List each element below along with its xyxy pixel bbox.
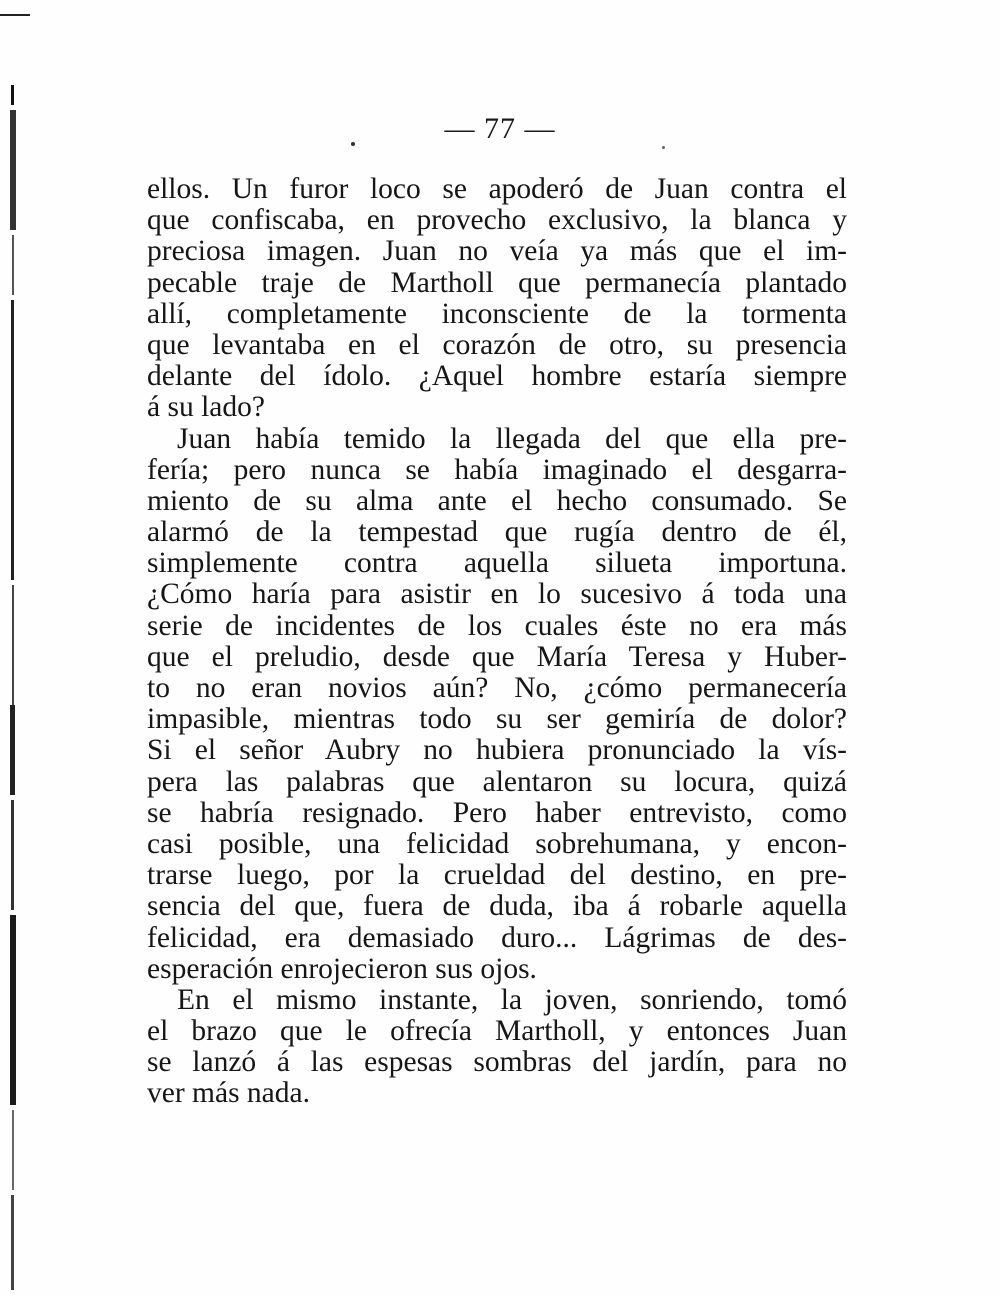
text-line: el brazo que le ofrecía Martholl, y entonces Juan	[147, 1015, 847, 1048]
text-line: ver más nada.	[147, 1077, 310, 1110]
text-line: felicidad, era demasiado duro... Lágrimas de des-	[147, 921, 847, 954]
binding-shadow	[6, 85, 20, 1290]
text-line: se lanzó á las espesas sombras del jardín, para no	[147, 1046, 847, 1079]
text-line: ellos. Un furor loco se apoderó de Juan contra el	[147, 173, 847, 205]
text-line: trarse luego, por la crueldad del destino, en pre-	[147, 859, 847, 892]
text-line: Juan había temido la llegada del que ella pre-	[177, 422, 847, 455]
text-line: En el mismo instante, la joven, sonriendo, tomó	[177, 983, 847, 1016]
text-line: pecable traje de Martholl que permanecía plantado	[147, 266, 847, 299]
scan-corner-mark	[0, 14, 30, 16]
text-line: que el preludio, desde que María Teresa y Huber-	[147, 640, 847, 673]
text-line: ¿Cómo haría para asistir en lo sucesivo á toda una	[147, 578, 847, 611]
text-line: alarmó de la tempestad que rugía dentro de él,	[147, 516, 847, 549]
text-line: impasible, mientras todo su ser gemiría de dolor?	[147, 703, 847, 736]
text-line: que levantaba en el corazón de otro, su presencia	[147, 328, 847, 361]
text-line: delante del ídolo. ¿Aquel hombre estaría siempre	[147, 360, 847, 393]
text-line: pera las palabras que alentaron su locura, quizá	[147, 765, 847, 798]
paragraph-3	[147, 985, 847, 1110]
text-line: á su lado?	[147, 391, 265, 424]
text-line: simplemente contra aquella silueta importuna.	[147, 547, 847, 580]
stray-mark-right	[662, 146, 665, 149]
paragraph-2	[147, 424, 847, 985]
text-line: sencia del que, fuera de duda, iba á robarle aquella	[147, 890, 847, 923]
text-line: casi posible, una felicidad sobrehumana, y encon-	[147, 827, 847, 860]
text-line: serie de incidentes de los cuales éste no era más	[147, 609, 847, 642]
body-text	[147, 174, 847, 1110]
text-line: esperación enrojecieron sus ojos.	[147, 952, 537, 985]
text-line: preciosa imagen. Juan no veía ya más que el im-	[147, 235, 847, 268]
text-line: fería; pero nunca se había imaginado el desgarra-	[147, 453, 847, 486]
text-line: allí, completamente inconsciente de la tormenta	[147, 297, 847, 330]
text-line: Si el señor Aubry no hubiera pronunciado la vís-	[147, 734, 847, 767]
text-line: miento de su alma ante el hecho consumado. Se	[147, 484, 847, 517]
text-line: to no eran novios aún? No, ¿cómo permanecería	[147, 672, 847, 704]
paragraph-1	[147, 174, 847, 424]
text-line: se habría resignado. Pero haber entrevisto, como	[147, 796, 847, 829]
page-number: — 77 —	[444, 112, 556, 145]
text-line: que confiscaba, en provecho exclusivo, la blanca y	[147, 204, 847, 237]
